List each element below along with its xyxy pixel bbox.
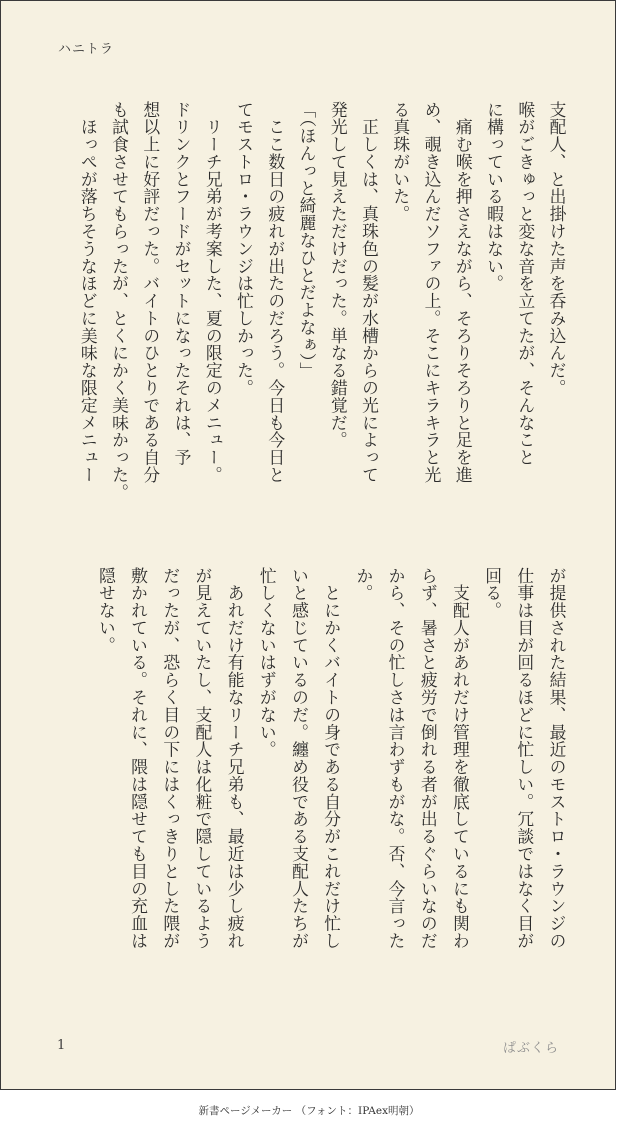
text-column: も試食させてもらったが、とくにかく美味かった。 bbox=[109, 101, 130, 501]
text-column: ほっぺが落ちそうなほどに美味な限定メニュー bbox=[78, 101, 99, 484]
text-tier-bottom bbox=[73, 567, 573, 995]
text-column: 支配人があれだけ管理を徹底しているにも関わ bbox=[450, 567, 471, 950]
text-column: いと感じているのだ。纏め役である支配人たちが bbox=[289, 567, 310, 950]
text-column: から、その忙しさは言わずもがな。否、今言った bbox=[386, 567, 407, 950]
text-column: 支配人、と出掛けた声を呑み込んだ。 bbox=[547, 101, 567, 397]
text-column: か。 bbox=[353, 567, 374, 602]
footer-caption: 新書ページメーカー （フォント：IPAex明朝） bbox=[198, 1105, 420, 1117]
text-column: 想以上に好評だった。バイトのひとりである自分 bbox=[140, 101, 161, 484]
text-column: 敷かれている。それに、隈は隠せても目の充血は bbox=[128, 567, 149, 950]
running-title: ハニトラ bbox=[58, 42, 115, 57]
text-column: リーチ兄弟が考案した、夏の限定のメニュー。 bbox=[203, 101, 224, 484]
text-column: 痛む喉を押さえながら、そろりそろりと足を進 bbox=[453, 101, 474, 484]
text-column: 回る。 bbox=[482, 567, 503, 620]
text-column: だったが、恐らく目の下にはくっきりとした隈が bbox=[160, 567, 181, 950]
text-column: 正しくは、真珠色の髪が水槽からの光によって bbox=[359, 101, 380, 484]
text-column: あれだけ有能なリーチ兄弟も、最近は少し疲れ bbox=[225, 567, 246, 950]
text-column: 仕事は目が回るほどに忙しい。冗談ではなく目が bbox=[514, 567, 535, 950]
text-column: 隠せない。 bbox=[96, 567, 117, 654]
text-column: に構っている暇はない。 bbox=[484, 101, 505, 293]
text-column: る真珠がいた。 bbox=[390, 101, 411, 223]
text-column: 「（ほんっと綺麗なひとだよなぁ）」 bbox=[297, 101, 317, 380]
page-number: 1 bbox=[57, 1038, 66, 1053]
text-column: め、覗き込んだソファの上。そこにキラキラと光 bbox=[422, 101, 442, 484]
text-column: とにかくバイトの身である自分がこれだけ忙し bbox=[321, 567, 342, 950]
text-column: 発光して見えただけだった。単なる錯覚だ。 bbox=[328, 101, 349, 449]
text-column: が提供された結果、最近のモストロ・ラウンジの bbox=[547, 567, 567, 950]
text-column: ここ数日の疲れが出たのだろう。今日も今日と bbox=[265, 101, 286, 484]
text-column: らず、暑さと疲労で倒れる者が出るぐらいなのだ bbox=[418, 567, 439, 950]
text-column: ドリンクとフードがセットになったそれは、予 bbox=[172, 101, 192, 467]
text-column: てモストロ・ラウンジは忙しかった。 bbox=[234, 101, 255, 397]
text-column: 喉がごきゅっと変な音を立てたが、そんなこと bbox=[515, 101, 536, 467]
text-column: が見えていたし、支配人は化粧で隠しているよう bbox=[192, 567, 213, 950]
text-tier-top bbox=[73, 101, 573, 529]
text-column: 忙しくないはずがない。 bbox=[257, 567, 278, 759]
author-name: ぱぶくら bbox=[502, 1041, 559, 1056]
